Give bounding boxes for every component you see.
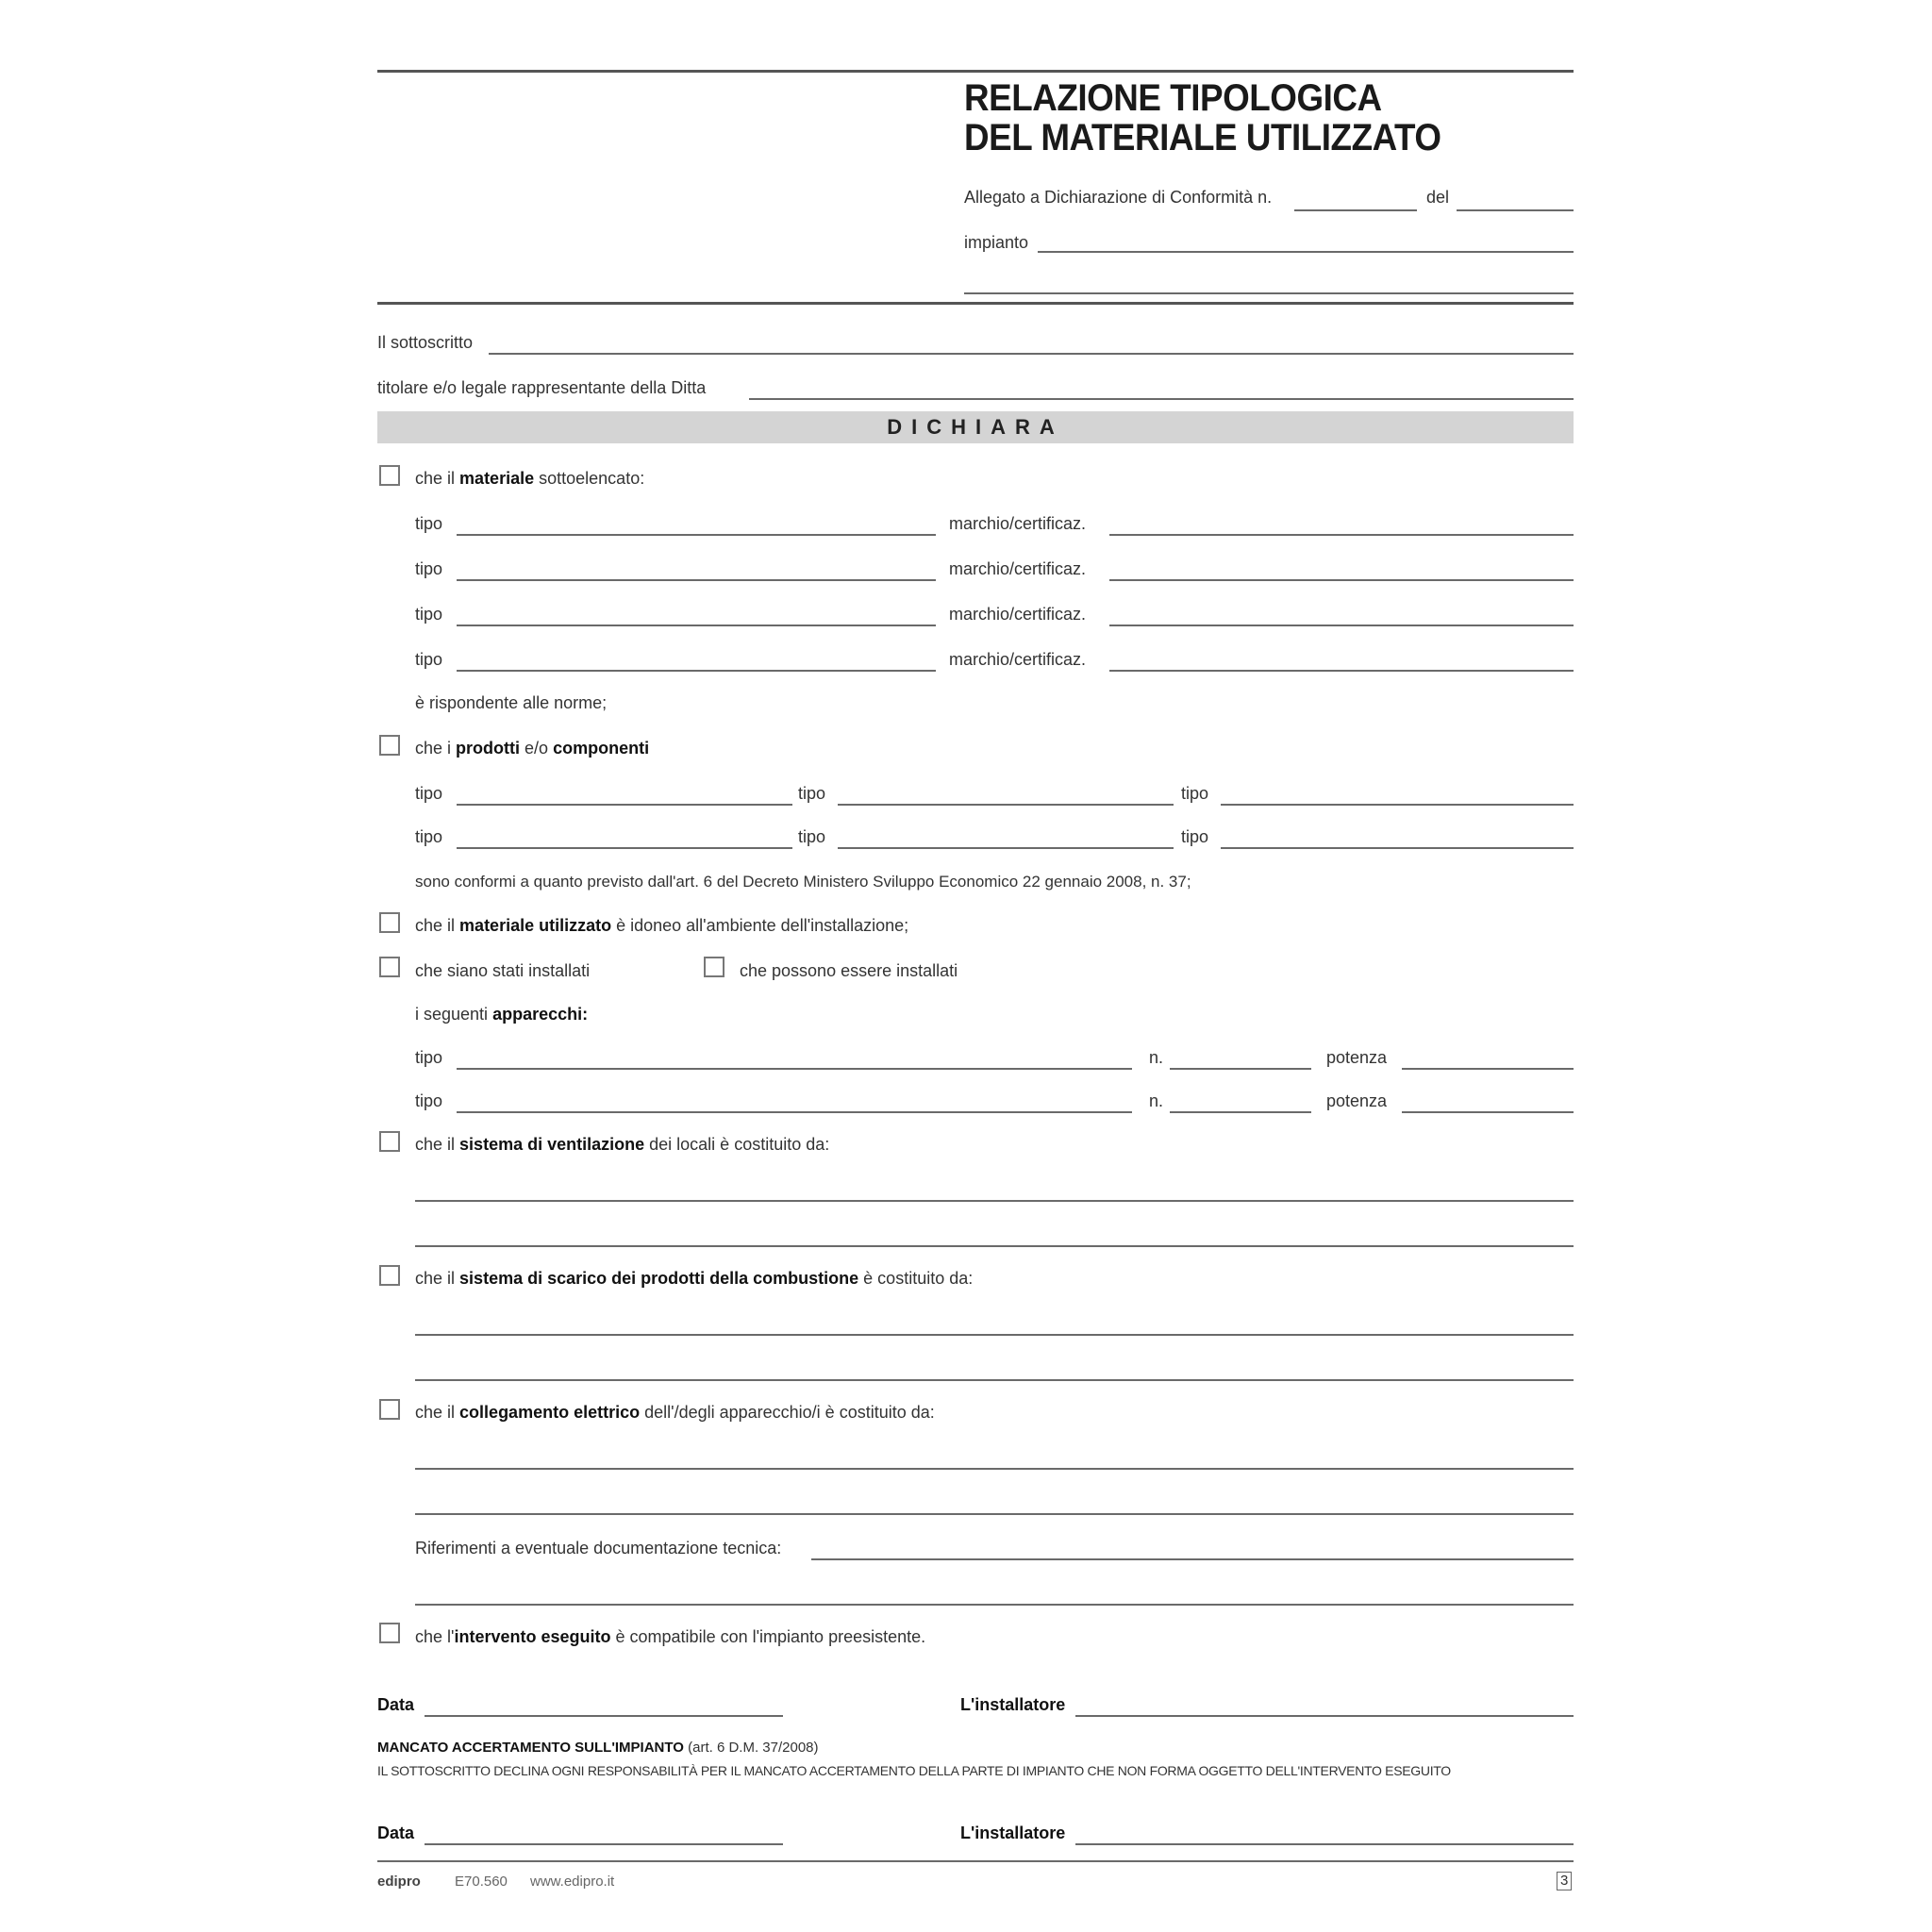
materiale-marchio-label-4: marchio/certificaz. [949,650,1087,669]
materiale-tipo-field-2[interactable] [457,579,936,581]
footer-url: www.edipro.it [530,1874,615,1890]
allegato-date-field[interactable] [1457,209,1574,211]
prodotti-tipo-field-1[interactable] [457,804,792,806]
apparecchio-tipo-field-2[interactable] [457,1111,1132,1113]
prodotti-checkbox[interactable] [379,735,400,756]
scarico-checkbox[interactable] [379,1265,400,1286]
del-label: del [1426,188,1450,207]
elettrico-statement: che il collegamento elettrico dell'/degli apparecchio/i è costituito da: [415,1403,935,1422]
notice-heading: MANCATO ACCERTAMENTO SULL'IMPIANTO (art. 6 D.M. 37/2008) [377,1740,819,1756]
apparecchio-tipo-label-1: tipo [415,1048,443,1067]
sottoscritto-field[interactable] [489,353,1574,355]
apparecchio-potenza-label-1: potenza [1326,1048,1388,1067]
prodotti-tipo-label-4: tipo [415,827,443,846]
prodotti-tipo-field-4[interactable] [457,847,792,849]
materiale-tipo-label-4: tipo [415,650,443,669]
idoneo-checkbox[interactable] [379,912,400,933]
data-label-1: Data [377,1695,415,1714]
footer-rule [377,1860,1574,1862]
installati-checkbox[interactable] [379,957,400,977]
materiale-footer: è rispondente alle norme; [415,693,608,712]
form-title-line1: RELAZIONE TIPOLOGICA [964,77,1382,119]
idoneo-statement: che il materiale utilizzato è idoneo all'ambiente dell'installazione; [415,916,909,935]
apparecchio-potenza-field-1[interactable] [1402,1068,1574,1070]
materiale-tipo-label-1: tipo [415,514,443,533]
impianto-label: impianto [964,233,1029,252]
form-title-line2: DEL MATERIALE UTILIZZATO [964,117,1441,158]
materiale-marchio-label-3: marchio/certificaz. [949,605,1087,624]
elettrico-checkbox[interactable] [379,1399,400,1420]
elettrico-field-2[interactable] [415,1513,1574,1515]
allegato-number-field[interactable] [1294,209,1417,211]
ditta-field[interactable] [749,398,1574,400]
riferimenti-label: Riferimenti a eventuale documentazione tecnica: [415,1539,782,1557]
footer-brand: edipro [377,1874,421,1890]
scarico-field-1[interactable] [415,1334,1574,1336]
installatore-label-1: L'installatore [960,1695,1066,1714]
footer-page-number: 3 [1557,1872,1572,1890]
materiale-marchio-label-1: marchio/certificaz. [949,514,1087,533]
ventilazione-field-2[interactable] [415,1245,1574,1247]
ventilazione-checbox[interactable] [379,1131,400,1152]
materiale-tipo-label-2: tipo [415,559,443,578]
materiale-tipo-field-4[interactable] [457,670,936,672]
intervento-checkbox[interactable] [379,1623,400,1643]
ventilazione-field-1[interactable] [415,1200,1574,1202]
allegato-label: Allegato a Dichiarazione di Conformità n. [964,188,1273,207]
installabili-checkbox[interactable] [704,957,724,977]
apparecchio-n-field-1[interactable] [1170,1068,1311,1070]
apparecchio-n-label-1: n. [1149,1048,1164,1067]
data-field-1[interactable] [425,1715,783,1717]
sottoscritto-label: Il sottoscritto [377,333,474,352]
prodotti-tipo-field-2[interactable] [838,804,1174,806]
form-page [377,0,1574,1932]
apparecchio-n-label-2: n. [1149,1091,1164,1110]
materiale-marchio-field-1[interactable] [1109,534,1574,536]
data-label-2: Data [377,1824,415,1842]
scarico-field-2[interactable] [415,1379,1574,1381]
dichiara-banner [377,411,1574,443]
riferimenti-field-1[interactable] [811,1558,1574,1560]
prodotti-tipo-label-3: tipo [1181,784,1209,803]
prodotti-tipo-label-6: tipo [1181,827,1209,846]
prodotti-footer: sono conformi a quanto previsto dall'art. 6 del Decreto Ministero Sviluppo Economico 22 gennaio 2008, n. 37; [415,873,1191,891]
prodotti-tipo-label-1: tipo [415,784,443,803]
installati-label: che siano stati installati [415,961,591,980]
apparecchio-tipo-label-2: tipo [415,1091,443,1110]
apparecchio-n-field-2[interactable] [1170,1111,1311,1113]
apparecchio-potenza-field-2[interactable] [1402,1111,1574,1113]
prodotti-tipo-field-3[interactable] [1221,804,1574,806]
materiale-checkbox[interactable] [379,465,400,486]
materiale-marchio-field-3[interactable] [1109,625,1574,626]
ventilazione-statement: che il sistema di ventilazione dei locali è costituito da: [415,1135,830,1154]
riferimenti-field-2[interactable] [415,1604,1574,1606]
installabili-label: che possono essere installati [740,961,958,980]
prodotti-tipo-label-2: tipo [798,784,826,803]
materiale-marchio-field-4[interactable] [1109,670,1574,672]
elettrico-field-1[interactable] [415,1468,1574,1470]
prodotti-tipo-field-6[interactable] [1221,847,1574,849]
header-separator [377,302,1574,305]
footer-code: E70.560 [455,1874,508,1890]
impianto-field-2[interactable] [964,292,1574,294]
prodotti-statement: che i prodotti e/o componenti [415,739,650,758]
materiale-tipo-field-1[interactable] [457,534,936,536]
notice-text: IL SOTTOSCRITTO DECLINA OGNI RESPONSABILITÀ PER IL MANCATO ACCERTAMENTO DELLA PARTE DI IMPIANTO CHE NON FORMA OGGETTO DELL'INTERVENTO ESEGUITO [377,1763,1451,1778]
apparecchio-tipo-field-1[interactable] [457,1068,1132,1070]
dichiara-label: DICHIARA [887,415,1064,439]
scarico-statement: che il sistema di scarico dei prodotti della combustione è costituito da: [415,1269,974,1288]
data-field-2[interactable] [425,1843,783,1845]
apparecchi-label: i seguenti apparecchi: [415,1005,589,1024]
titolare-label: titolare e/o legale rappresentante della Ditta [377,378,707,397]
materiale-tipo-label-3: tipo [415,605,443,624]
installatore-field-2[interactable] [1075,1843,1574,1845]
installatore-label-2: L'installatore [960,1824,1066,1842]
prodotti-tipo-field-5[interactable] [838,847,1174,849]
top-rule [377,70,1574,73]
materiale-marchio-field-2[interactable] [1109,579,1574,581]
installatore-field-1[interactable] [1075,1715,1574,1717]
intervento-statement: che l'intervento eseguito è compatibile con l'impianto preesistente. [415,1627,926,1646]
impianto-field[interactable] [1038,251,1574,253]
materiale-marchio-label-2: marchio/certificaz. [949,559,1087,578]
materiale-tipo-field-3[interactable] [457,625,936,626]
apparecchio-potenza-label-2: potenza [1326,1091,1388,1110]
prodotti-tipo-label-5: tipo [798,827,826,846]
materiale-statement: che il materiale sottoelencato: [415,469,645,488]
